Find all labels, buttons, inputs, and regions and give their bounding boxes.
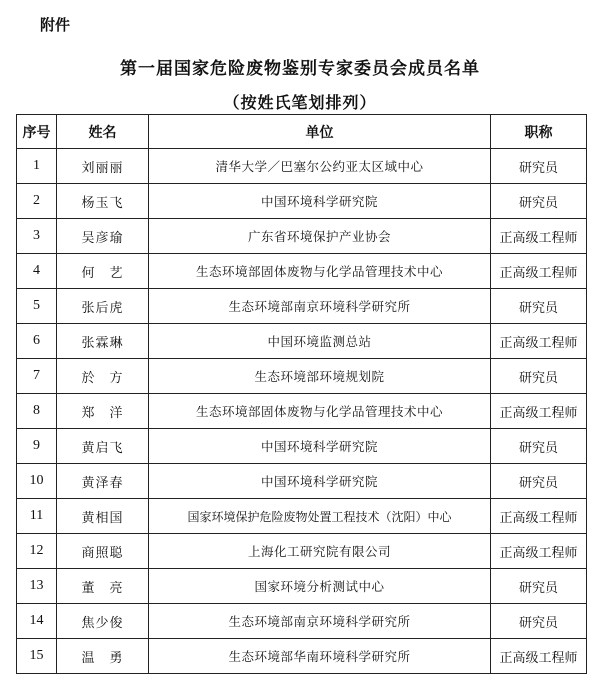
- cell-title: 正高级工程师: [491, 254, 587, 289]
- cell-no: 13: [17, 569, 57, 604]
- cell-title: 研究员: [491, 289, 587, 324]
- cell-unit: 生态环境部南京环境科学研究所: [149, 289, 491, 324]
- cell-name: 张霖琳: [57, 324, 149, 359]
- cell-unit: 广东省环境保护产业协会: [149, 219, 491, 254]
- table-body: [17, 149, 587, 674]
- cell-name: 於 方: [57, 359, 149, 394]
- table-row: [17, 289, 587, 324]
- cell-title: 研究员: [491, 429, 587, 464]
- header-name: 姓名: [57, 115, 149, 149]
- cell-no: 4: [17, 254, 57, 289]
- cell-name: 何 艺: [57, 254, 149, 289]
- cell-name: 黄相国: [57, 499, 149, 534]
- cell-no: 5: [17, 289, 57, 324]
- cell-unit: 中国环境科学研究院: [149, 184, 491, 219]
- cell-title: 研究员: [491, 149, 587, 184]
- cell-no: 6: [17, 324, 57, 359]
- cell-unit: 生态环境部环境规划院: [149, 359, 491, 394]
- document-subtitle: （按姓氏笔划排列）: [223, 93, 377, 112]
- table-row: [17, 534, 587, 569]
- cell-name: 郑 洋: [57, 394, 149, 429]
- cell-no: 9: [17, 429, 57, 464]
- table-row: [17, 499, 587, 534]
- cell-name: 黄启飞: [57, 429, 149, 464]
- cell-unit: 国家环境保护危险废物处置工程技术（沈阳）中心: [149, 499, 491, 534]
- table-row: [17, 429, 587, 464]
- cell-no: 1: [17, 149, 57, 184]
- cell-no: 15: [17, 639, 57, 674]
- table-row: [17, 359, 587, 394]
- cell-title: 正高级工程师: [491, 639, 587, 674]
- cell-name: 吴彦瑜: [57, 219, 149, 254]
- table-row: [17, 149, 587, 184]
- header-title: 职称: [491, 115, 587, 149]
- cell-unit: 生态环境部南京环境科学研究所: [149, 604, 491, 639]
- cell-title: 研究员: [491, 359, 587, 394]
- header-row: [17, 115, 587, 149]
- cell-title: 研究员: [491, 569, 587, 604]
- table-row: [17, 324, 587, 359]
- cell-name: 张后虎: [57, 289, 149, 324]
- cell-no: 2: [17, 184, 57, 219]
- cell-title: 研究员: [491, 184, 587, 219]
- header-unit: 单位: [149, 115, 491, 149]
- cell-name: 刘丽丽: [57, 149, 149, 184]
- table-row: [17, 219, 587, 254]
- cell-title: 正高级工程师: [491, 499, 587, 534]
- cell-unit: 生态环境部固体废物与化学品管理技术中心: [149, 394, 491, 429]
- table-row: [17, 254, 587, 289]
- cell-no: 10: [17, 464, 57, 499]
- cell-unit: 中国环境科学研究院: [149, 429, 491, 464]
- cell-unit: 生态环境部华南环境科学研究所: [149, 639, 491, 674]
- cell-unit: 上海化工研究院有限公司: [149, 534, 491, 569]
- table-header: [17, 115, 587, 149]
- table-row: [17, 394, 587, 429]
- cell-name: 董 亮: [57, 569, 149, 604]
- cell-unit: 国家环境分析测试中心: [149, 569, 491, 604]
- cell-no: 14: [17, 604, 57, 639]
- cell-name: 商照聪: [57, 534, 149, 569]
- attachment-label: 附件: [40, 16, 71, 34]
- cell-title: 研究员: [491, 464, 587, 499]
- cell-no: 3: [17, 219, 57, 254]
- cell-unit: 生态环境部固体废物与化学品管理技术中心: [149, 254, 491, 289]
- cell-title: 正高级工程师: [491, 394, 587, 429]
- member-table: [16, 114, 587, 674]
- document-title: 第一届国家危险废物鉴别专家委员会成员名单: [120, 59, 480, 79]
- cell-name: 焦少俊: [57, 604, 149, 639]
- cell-unit: 清华大学／巴塞尔公约亚太区域中心: [149, 149, 491, 184]
- cell-title: 正高级工程师: [491, 534, 587, 569]
- cell-name: 温 勇: [57, 639, 149, 674]
- table-row: [17, 604, 587, 639]
- cell-title: 正高级工程师: [491, 324, 587, 359]
- cell-title: 正高级工程师: [491, 219, 587, 254]
- cell-unit: 中国环境监测总站: [149, 324, 491, 359]
- cell-no: 8: [17, 394, 57, 429]
- cell-no: 11: [17, 499, 57, 534]
- table-row: [17, 184, 587, 219]
- cell-no: 12: [17, 534, 57, 569]
- table-row: [17, 569, 587, 604]
- header-no: 序号: [17, 115, 57, 149]
- table-row: [17, 464, 587, 499]
- cell-no: 7: [17, 359, 57, 394]
- cell-title: 研究员: [491, 604, 587, 639]
- cell-name: 杨玉飞: [57, 184, 149, 219]
- cell-unit: 中国环境科学研究院: [149, 464, 491, 499]
- table-row: [17, 639, 587, 674]
- cell-name: 黄泽春: [57, 464, 149, 499]
